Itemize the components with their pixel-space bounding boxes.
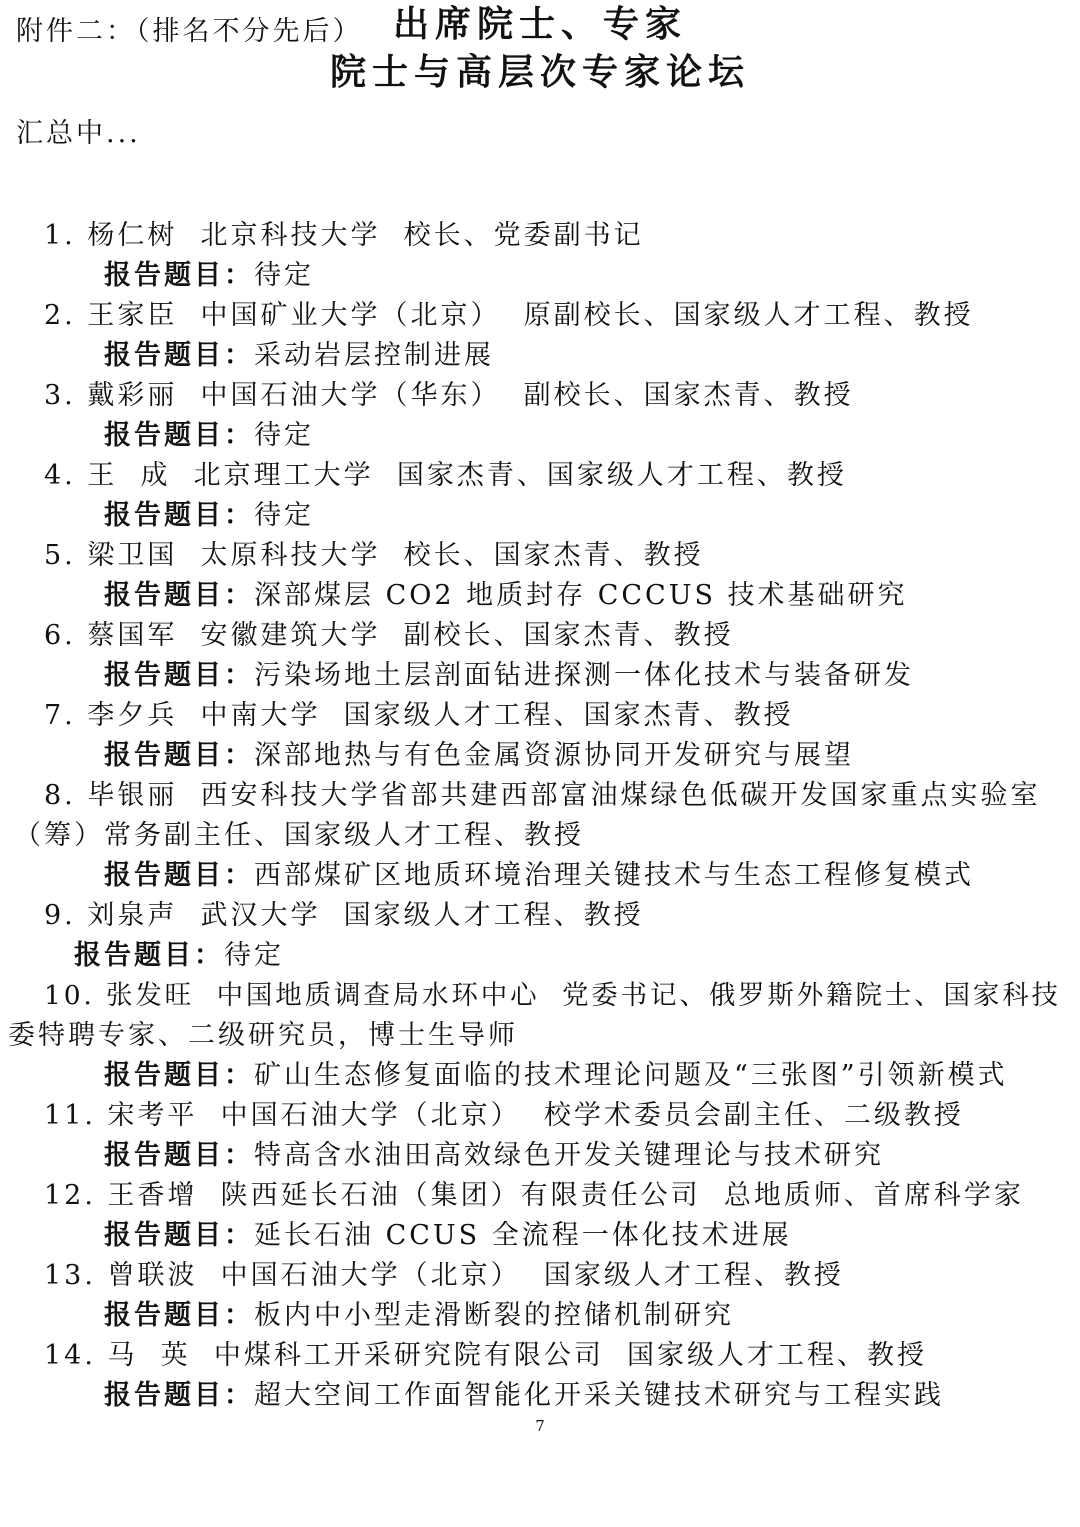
attachment-note: 附件二：（排名不分先后）: [16, 16, 363, 47]
report-topic-label: 报告题目：: [74, 940, 224, 971]
report-topic-text: 待定: [254, 500, 314, 531]
report-topic-text: 超大空间工作面智能化开采关键技术研究与工程实践: [254, 1380, 944, 1411]
report-topic: [104, 1216, 792, 1256]
report-topic-label: 报告题目：: [104, 660, 254, 691]
expert-entry: 1. 杨仁树 北京科技大学 校长、党委副书记: [44, 220, 644, 251]
report-topic: [104, 1136, 884, 1176]
expert-entry: 2. 王家臣 中国矿业大学（北京） 原副校长、国家级人才工程、教授: [44, 300, 974, 331]
report-topic: [104, 1056, 1008, 1096]
report-topic: [104, 416, 314, 456]
expert-entry: 3. 戴彩丽 中国石油大学（华东） 副校长、国家杰青、教授: [44, 380, 854, 411]
report-topic-label: 报告题目：: [104, 1380, 254, 1411]
report-topic-label: 报告题目：: [104, 860, 254, 891]
expert-entry-continuation: （筹）常务副主任、国家级人才工程、教授: [14, 820, 584, 851]
expert-entry: 9. 刘泉声 武汉大学 国家级人才工程、教授: [44, 900, 644, 931]
report-topic: [104, 576, 908, 616]
report-topic-label: 报告题目：: [104, 580, 254, 611]
expert-entry: 13. 曾联波 中国石油大学（北京） 国家级人才工程、教授: [44, 1260, 844, 1291]
report-topic-label: 报告题目：: [104, 1300, 254, 1331]
report-topic-text: 深部煤层 CO2 地质封存 CCCUS 技术基础研究: [254, 580, 908, 611]
report-topic: [104, 656, 914, 696]
expert-entry: 11. 宋考平 中国石油大学（北京） 校学术委员会副主任、二级教授: [44, 1100, 964, 1131]
expert-entry: 6. 蔡国军 安徽建筑大学 副校长、国家杰青、教授: [44, 620, 734, 651]
report-topic: [104, 496, 314, 536]
report-topic-text: 西部煤矿区地质环境治理关键技术与生态工程修复模式: [254, 860, 974, 891]
report-topic: [104, 736, 854, 776]
report-topic-label: 报告题目：: [104, 500, 254, 531]
report-topic-label: 报告题目：: [104, 260, 254, 291]
expert-entry: 10. 张发旺 中国地质调查局水环中心 党委书记、俄罗斯外籍院士、国家科技: [44, 980, 1061, 1011]
report-topic: [104, 856, 974, 896]
report-topic-text: 待定: [254, 260, 314, 291]
report-topic-text: 板内中小型走滑断裂的控储机制研究: [254, 1300, 734, 1331]
expert-entry: 5. 梁卫国 太原科技大学 校长、国家杰青、教授: [44, 540, 704, 571]
report-topic-text: 深部地热与有色金属资源协同开发研究与展望: [254, 740, 854, 771]
report-topic-text: 延长石油 CCUS 全流程一体化技术进展: [254, 1220, 792, 1251]
report-topic: [104, 1376, 944, 1416]
summary-status: 汇总中...: [16, 118, 141, 149]
report-topic-text: 污染场地土层剖面钻进探测一体化技术与装备研发: [254, 660, 914, 691]
expert-entry: 14. 马 英 中煤科工开采研究院有限公司 国家级人才工程、教授: [44, 1340, 928, 1371]
report-topic-label: 报告题目：: [104, 740, 254, 771]
report-topic-text: 采动岩层控制进展: [254, 340, 494, 371]
report-topic-text: 待定: [224, 940, 284, 971]
expert-entry: 8. 毕银丽 西安科技大学省部共建西部富油煤绿色低碳开发国家重点实验室: [44, 780, 1041, 811]
report-topic-label: 报告题目：: [104, 420, 254, 451]
report-topic: [104, 256, 314, 296]
report-topic-text: 特高含水油田高效绿色开发关键理论与技术研究: [254, 1140, 884, 1171]
report-topic: [104, 1296, 734, 1336]
section-title: 出席院士、专家: [392, 3, 687, 45]
page-number: 7: [535, 1417, 545, 1435]
report-topic-label: 报告题目：: [104, 1140, 254, 1171]
expert-entry: 12. 王香增 陕西延长石油（集团）有限责任公司 总地质师、首席科学家: [44, 1180, 1024, 1211]
expert-entry: 7. 李夕兵 中南大学 国家级人才工程、国家杰青、教授: [44, 700, 794, 731]
expert-entry: 4. 王 成 北京理工大学 国家杰青、国家级人才工程、教授: [44, 460, 847, 491]
report-topic: [104, 336, 494, 376]
report-topic-label: 报告题目：: [104, 1220, 254, 1251]
expert-entry-continuation: 委特聘专家、二级研究员，博士生导师: [8, 1020, 518, 1051]
report-topic: [74, 936, 284, 976]
report-topic-label: 报告题目：: [104, 1060, 254, 1091]
report-topic-text: 待定: [254, 420, 314, 451]
forum-title: 院士与高层次专家论坛: [329, 51, 750, 93]
report-topic-text: 矿山生态修复面临的技术理论问题及“三张图”引领新模式: [254, 1060, 1008, 1091]
report-topic-label: 报告题目：: [104, 340, 254, 371]
